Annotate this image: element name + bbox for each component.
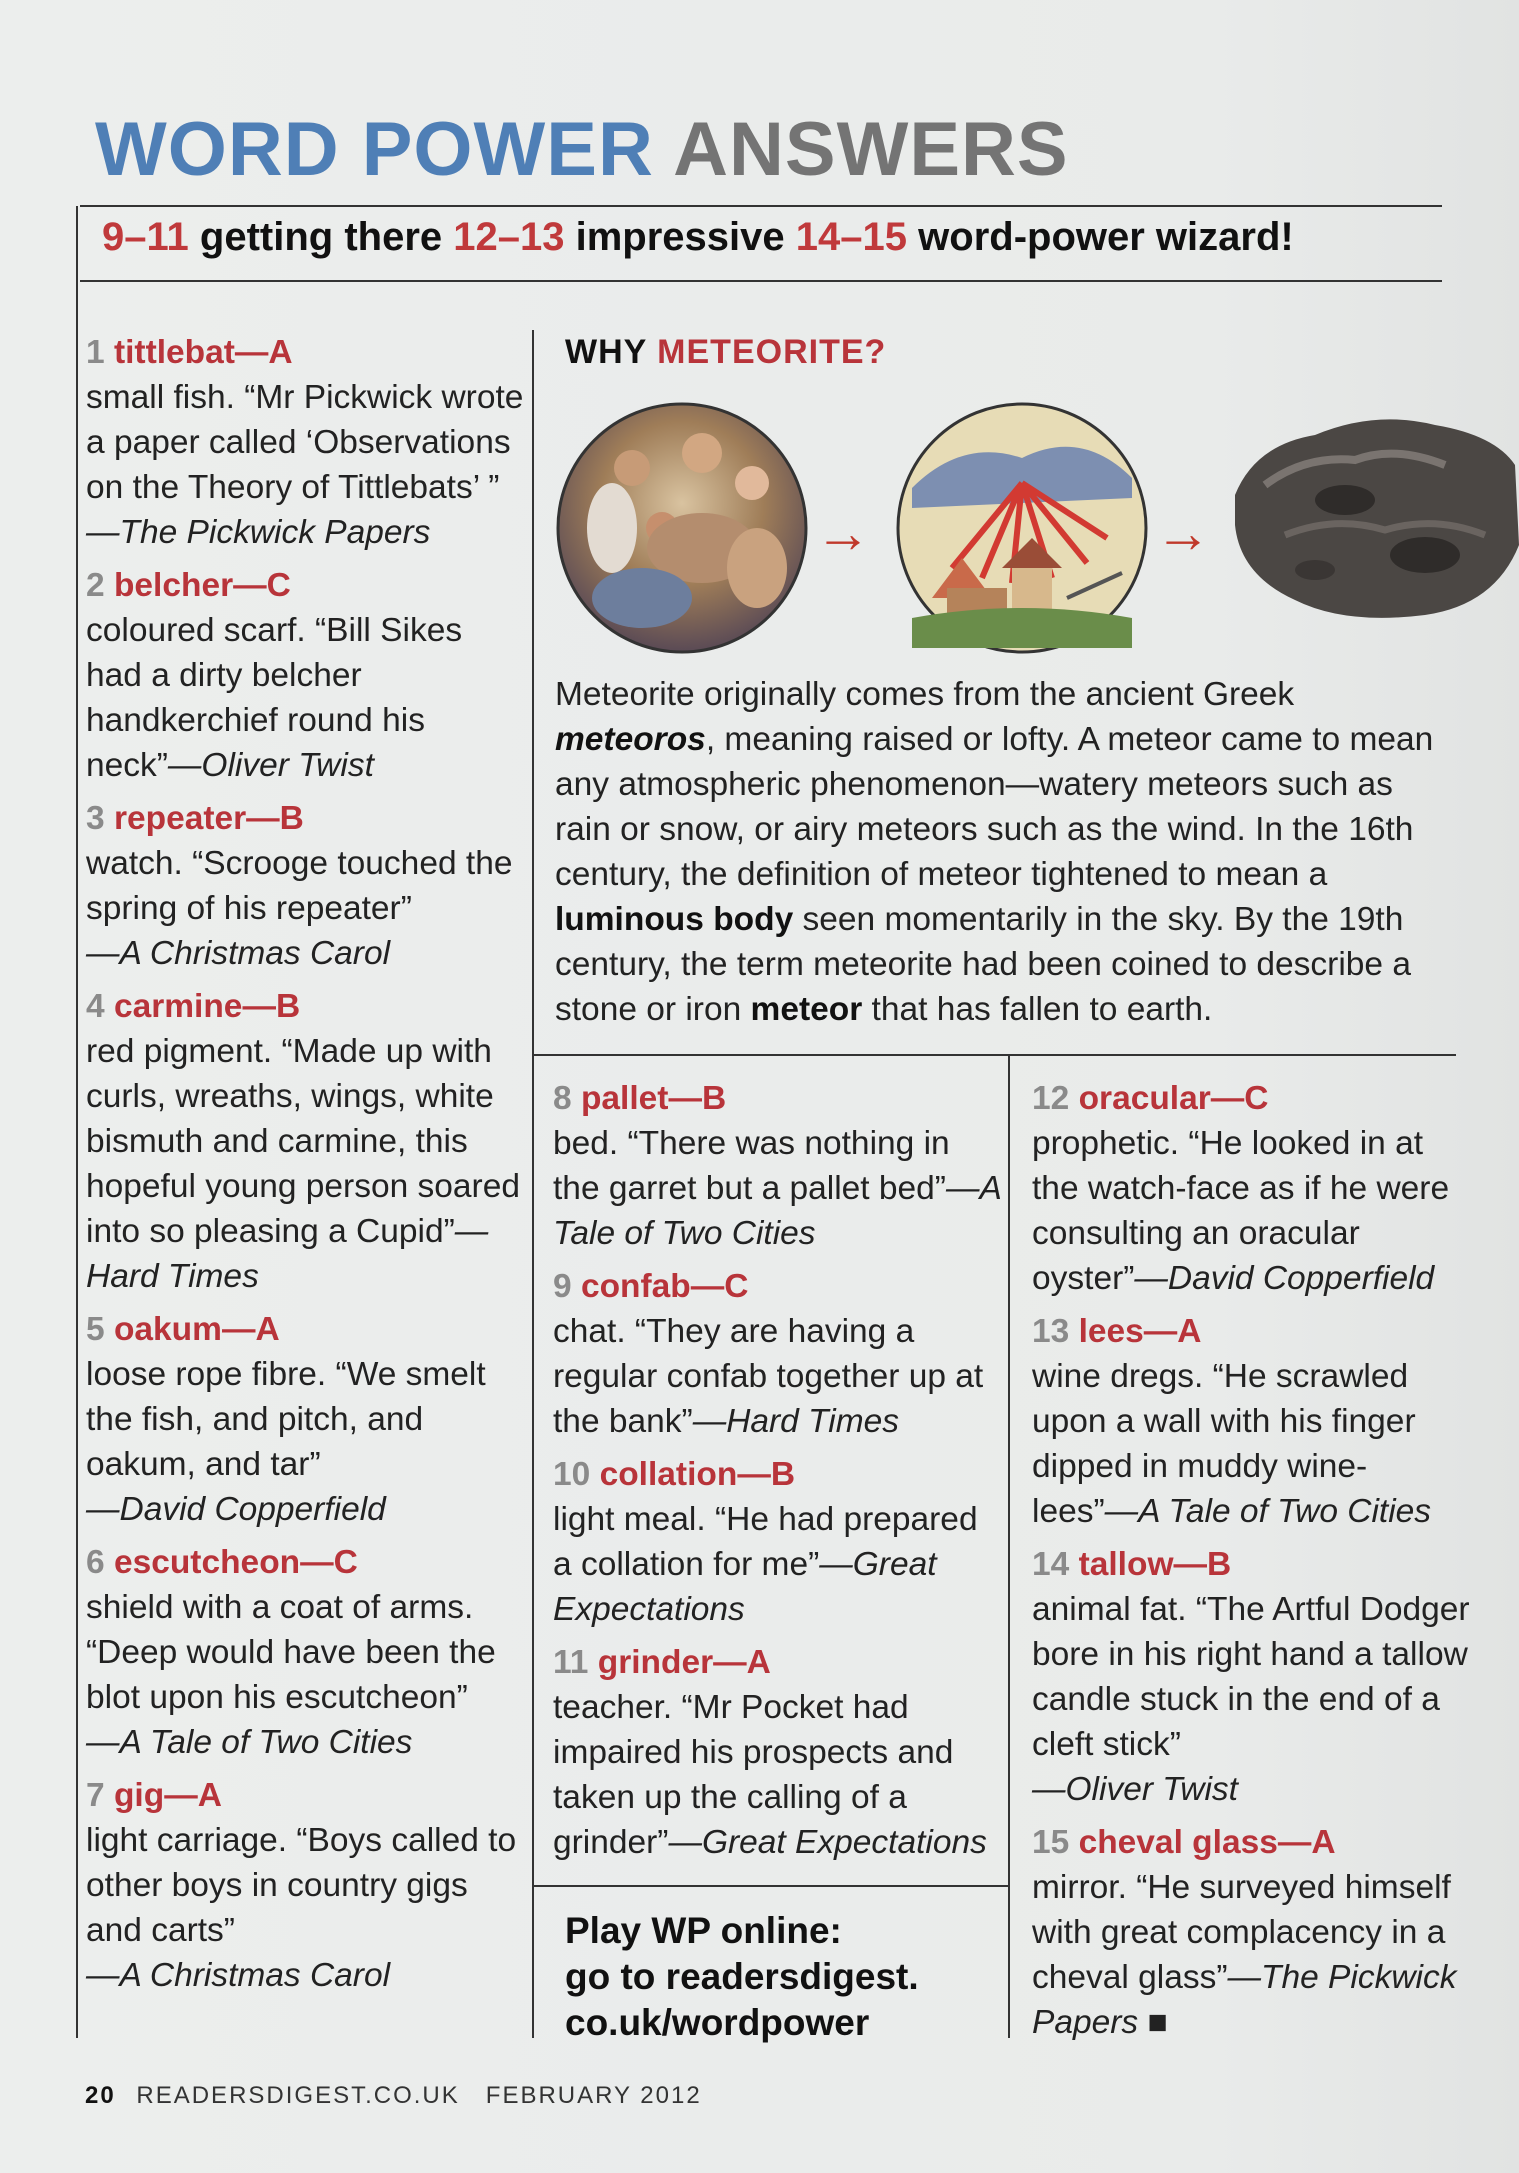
- column-rule-1: [532, 330, 534, 2038]
- answer-item: 14 tallow—B animal fat. “The Artful Dodger bore in his right hand a tallow candle stuck in the end of a cleft stick” —Oliver Twist: [1032, 1546, 1470, 1808]
- left-rule: [76, 206, 78, 2038]
- footer-site: READERSDIGEST.CO.UK: [136, 2082, 460, 2109]
- answer-source: —Hard Times: [86, 1213, 489, 1295]
- answer-number: 4: [86, 988, 105, 1025]
- meteor-box-rule: [532, 1054, 1456, 1056]
- why-heading-word: WHY: [565, 333, 647, 371]
- answer-number: 15: [1032, 1824, 1070, 1861]
- answer-letter: C: [266, 567, 291, 604]
- answer-definition: coloured scarf. “Bill Sikes had a dirty belcher handkerchief round his neck”: [86, 612, 463, 784]
- score-rule: [80, 280, 1442, 282]
- answer-letter: A: [1177, 1313, 1202, 1350]
- answer-item: 15 cheval glass—A mirror. “He surveyed himself with great complacency in a cheval glass”—The Pickwick Papers ■: [1032, 1824, 1457, 2041]
- score1-label: getting there: [199, 215, 443, 259]
- answer-word: repeater: [113, 800, 247, 837]
- answer-definition: watch. “Scrooge touched the spring of his repeater”: [86, 845, 513, 927]
- answer-number: 13: [1032, 1313, 1070, 1350]
- promo-rule: [532, 1885, 1008, 1887]
- meteor-text: Meteorite originally comes from the ancient Greek: [555, 676, 1295, 713]
- answer-item: 3 repeater—B watch. “Scrooge touched the spring of his repeater” —A Christmas Carol: [86, 800, 513, 972]
- meteorite-explanation: [555, 672, 1435, 1032]
- answer-word: collation: [599, 1456, 738, 1493]
- answer-source: —Great Expectations: [553, 1546, 937, 1628]
- answer-letter: B: [279, 800, 304, 837]
- answer-definition: animal fat. “The Artful Dodger bore in his right hand a tallow candle stuck in the end of a cleft stick”: [1032, 1591, 1470, 1763]
- answer-word: cheval glass: [1078, 1824, 1278, 1861]
- answer-source: —A Tale of Two Cities: [86, 1724, 413, 1761]
- score-bar: [102, 215, 1294, 260]
- answer-letter: B: [1207, 1546, 1232, 1583]
- answer-definition: shield with a coat of arms. “Deep would have been the blot upon his escutcheon”: [86, 1589, 496, 1716]
- answer-number: 8: [553, 1080, 572, 1117]
- answer-definition: chat. “They are having a regular confab together up at the bank”: [553, 1313, 984, 1440]
- answer-item: 13 lees—A wine dregs. “He scrawled upon a wall with his finger dipped in muddy wine-lees”—A Tale of Two Cities: [1032, 1313, 1432, 1530]
- meteor-text: that has fallen to earth.: [862, 991, 1213, 1028]
- promo-link[interactable]: go to readersdigest.: [565, 1956, 919, 1997]
- answer-source: —A Tale of Two Cities: [1104, 1493, 1432, 1530]
- answer-number: 12: [1032, 1080, 1070, 1117]
- answer-number: 1: [86, 334, 105, 371]
- why-heading-meteorite: METEORITE?: [657, 333, 887, 371]
- answer-source: —Hard Times: [692, 1403, 900, 1440]
- answer-number: 11: [553, 1644, 589, 1681]
- answer-word: tallow: [1078, 1546, 1174, 1583]
- answer-word: oracular: [1078, 1080, 1211, 1117]
- meteor-term: meteoros: [555, 721, 706, 758]
- answer-item: 4 carmine—B red pigment. “Made up with curls, wreaths, wings, white bismuth and carmine, this hopeful young person soared into so pleasing a Cupid”—Hard Times: [86, 988, 520, 1295]
- answers-column-1: [86, 330, 526, 2006]
- answer-letter: C: [724, 1268, 749, 1305]
- answer-source: —David Copperfield: [86, 1491, 386, 1528]
- answer-definition: prophetic. “He looked in at the watch-face as if he were consulting an oracular oyster”: [1032, 1125, 1450, 1297]
- meteor-term: luminous body: [555, 901, 794, 938]
- answer-letter: C: [333, 1544, 358, 1581]
- answer-source: —Great Expectations: [668, 1824, 987, 1861]
- meteor-woodcut-image: [892, 398, 1152, 658]
- arrow-icon: →: [1155, 501, 1211, 564]
- answer-number: 9: [553, 1268, 572, 1305]
- answer-word: gig: [113, 1777, 165, 1814]
- answer-letter: B: [701, 1080, 727, 1117]
- score2-label: impressive: [575, 215, 785, 259]
- answer-item: 6 escutcheon—C shield with a coat of arms. “Deep would have been the blot upon his escutcheon” —A Tale of Two Cities: [86, 1544, 496, 1761]
- promo-line: Play WP online:: [565, 1910, 842, 1951]
- answer-item: 5 oakum—A loose rope fibre. “We smelt the fish, and pitch, and oakum, and tar” —David Copperfield: [86, 1311, 486, 1528]
- answers-column-3: [1032, 1076, 1472, 2053]
- answer-word: lees: [1078, 1313, 1144, 1350]
- answer-number: 5: [86, 1311, 105, 1348]
- answer-source: —A Christmas Carol: [86, 1957, 391, 1994]
- answer-item: 11 grinder—A teacher. “Mr Pocket had impaired his prospects and taken up the calling of a grinder”—Great Expectations: [553, 1644, 987, 1861]
- answer-word: belcher: [113, 567, 234, 604]
- answer-source: —David Copperfield: [1134, 1260, 1435, 1297]
- answer-number: 3: [86, 800, 105, 837]
- answer-definition: bed. “There was nothing in the garret but a pallet bed”: [553, 1125, 950, 1207]
- title-word-power: WORD POWER: [95, 107, 654, 192]
- score3-range: 14–15: [795, 215, 908, 259]
- answer-letter: A: [746, 1644, 771, 1681]
- meteor-text: seen momentarily in the sky. By the 19th century, the term meteorite had been coined to describe a stone or iron: [555, 901, 1411, 1028]
- page-title: [95, 107, 1069, 192]
- answer-letter: B: [770, 1456, 796, 1493]
- top-rule: [80, 205, 1442, 207]
- answer-number: 2: [86, 567, 105, 604]
- answer-source: —The Pickwick Papers: [86, 514, 431, 551]
- answer-item: 10 collation—B light meal. “He had prepared a collation for me”—Great Expectations: [553, 1456, 978, 1628]
- answer-item: 12 oracular—C prophetic. “He looked in at the watch-face as if he were consulting an oracular oyster”—David Copperfield: [1032, 1080, 1450, 1297]
- meteor-text: , meaning raised or lofty. A meteor came to mean any atmospheric phenomenon—watery meteors such as rain or snow, or airy meteors such as the wind. In the 16th century, the definition of meteor tightened to mean a: [555, 721, 1434, 893]
- why-meteorite-heading: [565, 333, 886, 372]
- answer-source: —Oliver Twist: [1032, 1771, 1238, 1808]
- answer-number: 10: [553, 1456, 591, 1493]
- answer-item: 8 pallet—B bed. “There was nothing in the garret but a pallet bed”—A Tale of Two Cities: [553, 1080, 1001, 1252]
- answer-definition: loose rope fibre. “We smelt the fish, and pitch, and oakum, and tar”: [86, 1356, 486, 1483]
- column-rule-2: [1008, 1054, 1010, 2038]
- answer-word: pallet: [580, 1080, 669, 1117]
- title-answers: ANSWERS: [673, 107, 1069, 192]
- answer-letter: A: [197, 1777, 222, 1814]
- score3-label: word-power wizard!: [918, 215, 1294, 259]
- answer-number: 6: [86, 1544, 105, 1581]
- answer-definition: wine dregs. “He scrawled upon a wall with his finger dipped in muddy wine-lees”: [1032, 1358, 1416, 1530]
- arrow-icon: →: [815, 501, 871, 564]
- answer-definition: light carriage. “Boys called to other boys in country gigs and carts”: [86, 1822, 517, 1949]
- answer-item: 7 gig—A light carriage. “Boys called to other boys in country gigs and carts” —A Christmas Carol: [86, 1777, 517, 1994]
- page-footer: [85, 2082, 702, 2110]
- answer-letter: B: [275, 988, 301, 1025]
- answer-word: grinder: [597, 1644, 714, 1681]
- answer-source: —Oliver Twist: [167, 747, 374, 784]
- promo-link[interactable]: co.uk/wordpower: [565, 2002, 870, 2043]
- meteorite-rock-image: [1225, 405, 1519, 625]
- answer-word: tittlebat: [113, 334, 235, 371]
- answer-number: 7: [86, 1777, 105, 1814]
- greek-gods-painting-image: [552, 398, 812, 658]
- answer-definition: light meal. “He had prepared a collation for me”: [553, 1501, 978, 1583]
- score1-range: 9–11: [102, 215, 189, 259]
- answer-letter: C: [1244, 1080, 1269, 1117]
- answer-source: —A Christmas Carol: [86, 935, 391, 972]
- footer-date: FEBRUARY 2012: [485, 2082, 702, 2109]
- page-number: 20: [85, 2082, 116, 2109]
- answer-definition: red pigment. “Made up with curls, wreaths, wings, white bismuth and carmine, this hopeful young person soared into so pleasing a Cupid”: [86, 1033, 520, 1250]
- answers-column-2: [553, 1076, 1003, 1873]
- answer-word: escutcheon: [113, 1544, 301, 1581]
- answer-definition: mirror. “He surveyed himself with great complacency in a cheval glass”: [1032, 1869, 1451, 1996]
- end-mark-icon: ■: [1147, 2004, 1168, 2041]
- answer-definition: small fish. “Mr Pickwick wrote a paper called ‘Observations on the Theory of Tittlebats’ ”: [86, 379, 524, 506]
- answer-source: —The Pickwick Papers: [1032, 1959, 1457, 2041]
- answer-word: confab: [580, 1268, 691, 1305]
- meteor-term: meteor: [750, 991, 863, 1028]
- answer-letter: A: [255, 1311, 280, 1348]
- answer-item: 2 belcher—C coloured scarf. “Bill Sikes had a dirty belcher handkerchief round his neck”—Oliver Twist: [86, 567, 463, 784]
- answer-item: 1 tittlebat—A small fish. “Mr Pickwick wrote a paper called ‘Observations on the Theory of Tittlebats’ ” —The Pickwick Papers: [86, 334, 524, 551]
- answer-item: 9 confab—C chat. “They are having a regular confab together up at the bank”—Hard Times: [553, 1268, 984, 1440]
- play-online-promo: [565, 1908, 985, 2046]
- answer-source: —A Tale of Two Cities: [553, 1170, 1001, 1252]
- answer-word: carmine: [113, 988, 243, 1025]
- answer-letter: A: [268, 334, 293, 371]
- answer-word: oakum: [113, 1311, 222, 1348]
- answer-number: 14: [1032, 1546, 1070, 1583]
- answer-letter: A: [1311, 1824, 1336, 1861]
- answer-definition: teacher. “Mr Pocket had impaired his prospects and taken up the calling of a grinder”: [553, 1689, 954, 1861]
- score2-range: 12–13: [453, 215, 565, 259]
